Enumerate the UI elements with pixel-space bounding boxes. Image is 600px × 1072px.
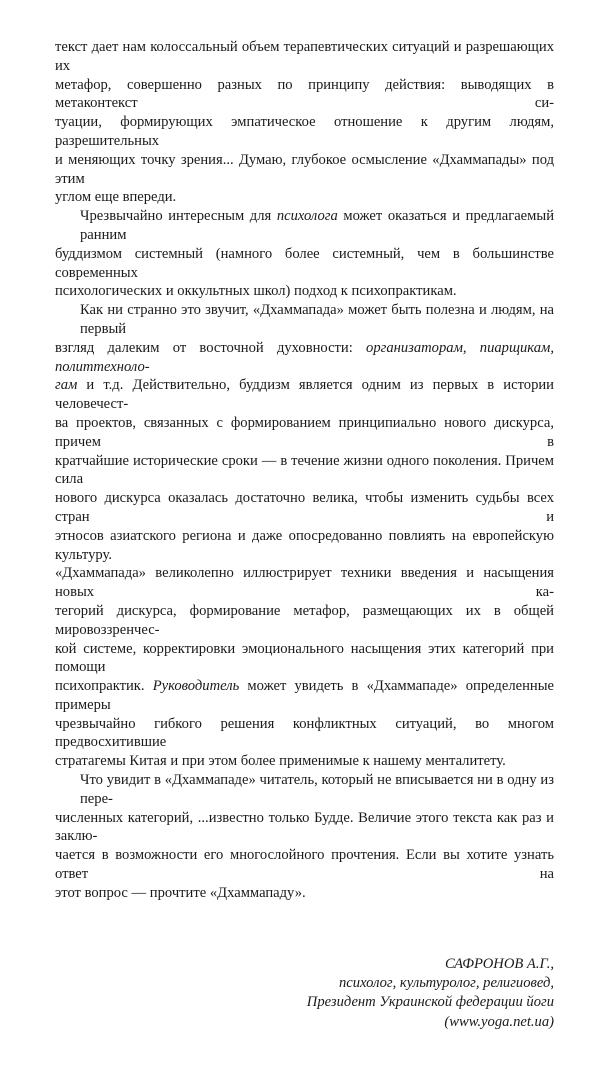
text-line — [55, 640, 554, 678]
text-segment: ва проектов, связанных с формированием принципиально нового дискурса, причем в — [55, 414, 554, 450]
author-roles: психолог, культуролог, религиовед, — [338, 974, 554, 991]
text-line — [55, 339, 554, 377]
text-line — [55, 376, 554, 414]
text-line — [55, 414, 554, 452]
text-line — [55, 245, 554, 283]
text-segment: чается в возможности его многослойного прочтения. Если вы хотите узнать ответ на — [55, 847, 554, 883]
text-segment: углом еще впереди. — [55, 189, 177, 206]
text-line — [55, 602, 554, 640]
text-segment: этот вопрос — прочтите «Дхаммападу». — [55, 884, 306, 901]
text-segment: и т.д. Действительно, буддизм является одним из первых в истории человечест- — [55, 377, 554, 413]
text-line — [55, 809, 554, 847]
text-segment: психологических и оккультных школ) подход к психопрактикам. — [55, 283, 457, 300]
paragraph — [55, 301, 554, 771]
document-body — [55, 38, 554, 903]
text-line — [55, 113, 554, 151]
italic-text: гам — [55, 377, 78, 394]
text-line — [55, 452, 554, 490]
text-segment: нового дискурса оказалась достаточно велика, чтобы изменить судьбы всех стран и — [55, 490, 554, 525]
text-line — [55, 207, 554, 245]
text-segment: этносов азиатского региона и даже опосредованно повлиять на европейскую культуру. — [55, 527, 554, 563]
text-segment: чрезвычайно гибкого решения конфликтных ситуаций, во многом предвосхитившие — [55, 715, 554, 751]
italic-text: психолога — [276, 208, 338, 225]
text-segment: кратчайшие исторические сроки — в течение жизни одного поколения. Причем сила — [55, 452, 554, 488]
italic-text: Руководитель — [152, 678, 240, 695]
text-segment: тегорий дискурса, формирование метафор, размещающих их в общей мировоззренчес- — [55, 602, 554, 638]
text-segment: стратагемы Китая и при этом более применимые к нашему менталитету. — [55, 753, 506, 770]
text-segment: численных категорий, ...известно только Будде. Величие этого текста как раз и заклю- — [55, 809, 554, 845]
author-signature — [55, 955, 554, 1032]
text-line — [55, 715, 554, 753]
text-line — [55, 884, 554, 903]
text-line — [55, 38, 554, 76]
text-line — [55, 301, 554, 339]
paragraph — [55, 771, 554, 903]
text-segment: текст дает нам колоссальный объем терапевтических ситуаций и разрешающих их — [55, 39, 554, 74]
author-name: САФРОНОВ А.Г., — [444, 955, 554, 972]
text-segment: метафор, совершенно разных по принципу действия: выводящих в метаконтекст си- — [55, 76, 554, 112]
text-line — [55, 188, 554, 207]
text-line — [55, 564, 554, 602]
text-segment: психопрактик. — [55, 678, 153, 695]
text-line — [55, 846, 554, 884]
italic-text: организаторам, пиарщикам, политтехноло- — [55, 339, 554, 375]
text-line — [55, 752, 554, 771]
text-segment: Как ни странно это звучит, «Дхаммапада» может быть полезна и людям, на первый — [80, 302, 554, 337]
text-line — [55, 771, 554, 809]
author-position: Президент Украинской федерации йоги — [306, 994, 554, 1011]
text-segment: может увидеть в «Дхаммападе» определенные примеры — [55, 678, 554, 713]
text-segment: и меняющих точку зрения... Думаю, глубокое осмысление «Дхаммапады» под этим — [55, 151, 554, 187]
text-segment: туации, формирующих эмпатическое отношение к другим людям, разрешительных — [55, 114, 554, 149]
text-line — [55, 282, 554, 301]
text-line — [55, 76, 554, 114]
text-segment: кой системе, корректировки эмоционального насыщения этих категорий при помощи — [55, 640, 554, 676]
author-website[interactable]: (www.yoga.net.ua) — [444, 1013, 554, 1030]
paragraph — [55, 38, 554, 207]
text-segment: буддизмом системный (намного более системный, чем в большинстве современных — [55, 245, 554, 281]
text-line — [55, 151, 554, 189]
text-segment: Чрезвычайно интересным для — [80, 208, 277, 225]
text-line — [55, 677, 554, 715]
text-line — [55, 489, 554, 527]
text-segment: Что увидит в «Дхаммападе» читатель, который не вписывается ни в одну из пере- — [80, 772, 554, 807]
text-segment: может оказаться и предлагаемый ранним — [80, 208, 555, 243]
text-line — [55, 527, 554, 565]
text-segment: «Дхаммапада» великолепно иллюстрирует техники введения и насыщения новых ка- — [55, 565, 554, 601]
text-segment: взгляд далеким от восточной духовности: — [55, 339, 367, 356]
paragraph — [55, 207, 554, 301]
